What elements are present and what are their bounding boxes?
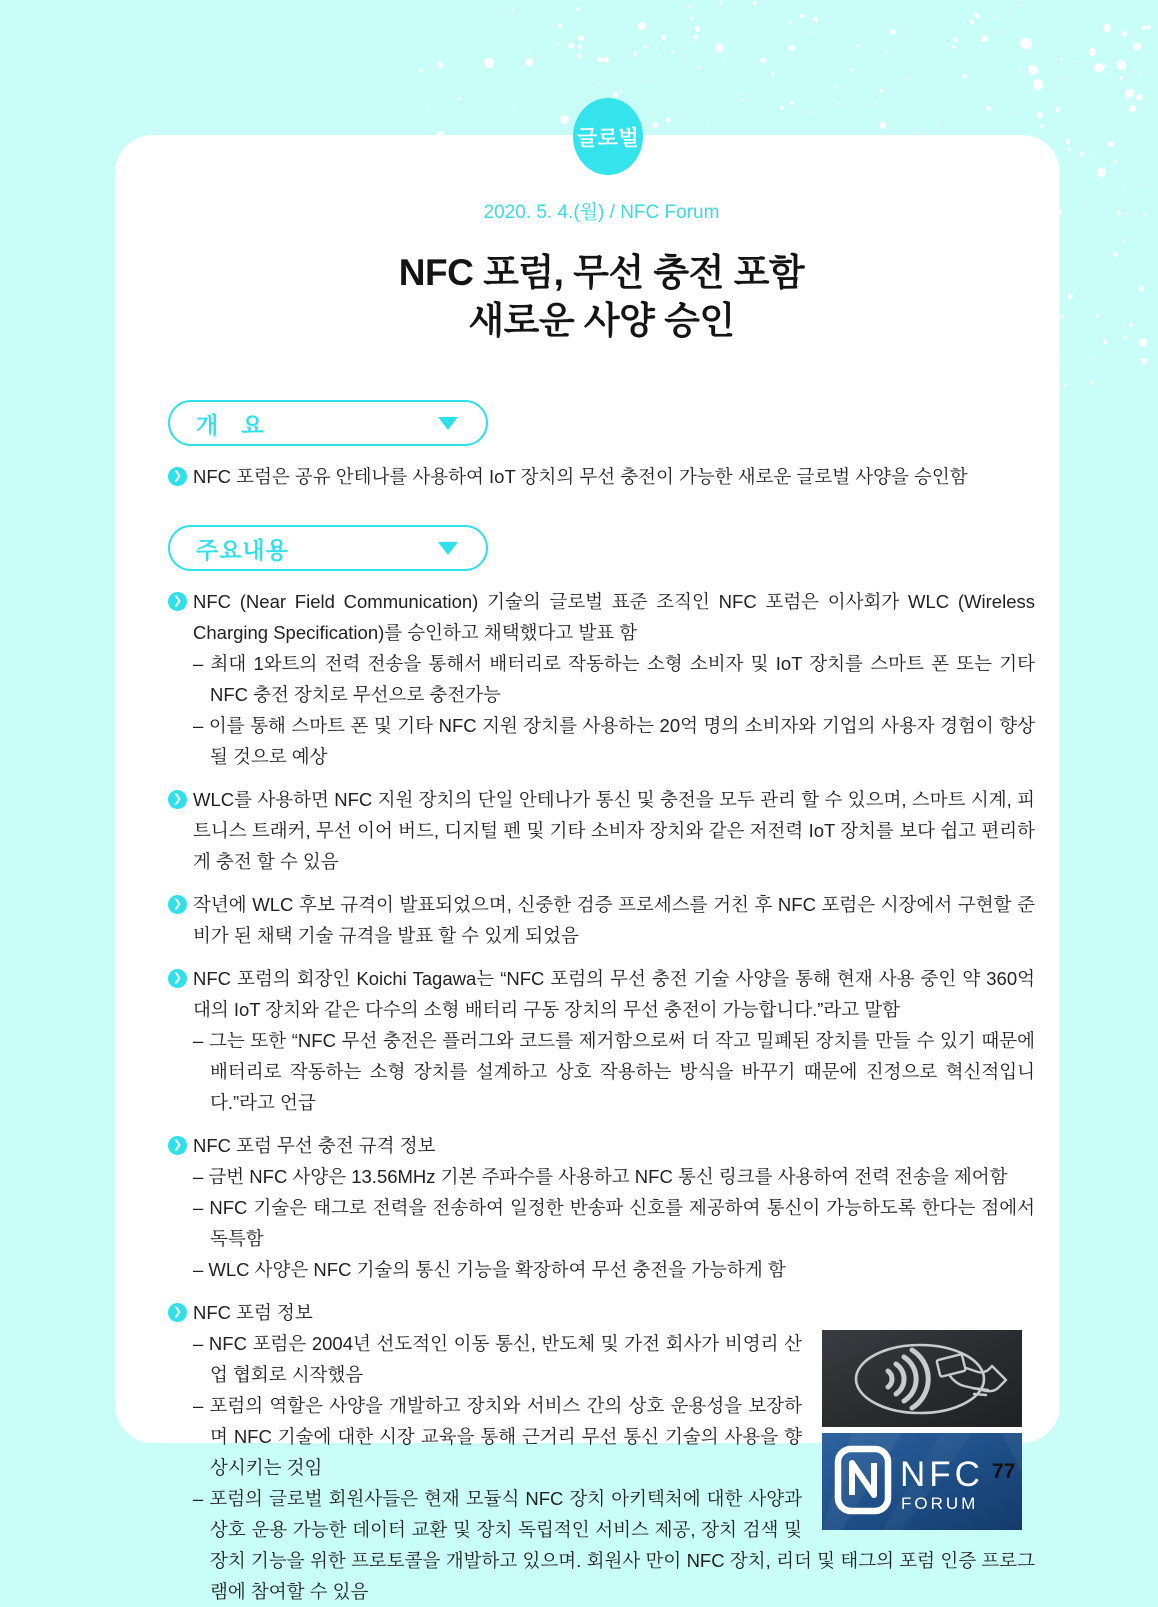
sub-item: – NFC 기술은 태그로 전력을 전송하여 일정한 반송파 신호를 제공하여 통신이 가능하도록 한다는 점에서 독특함: [193, 1197, 1035, 1249]
chevron-bullet-icon: ❯: [168, 467, 187, 486]
chevron-bullet-icon: ❯: [168, 1303, 187, 1322]
triangle-down-icon: [438, 542, 458, 555]
list-item: [168, 1130, 1035, 1161]
sub-item: – 금번 NFC 사양은 13.56MHz 기본 주파수를 사용하고 NFC 통신 링크를 사용하여 전력 전송을 제어함: [193, 1166, 1008, 1187]
sub-item-list: [193, 1161, 1035, 1285]
article-dateline: 2020. 5. 4.(월) / NFC Forum: [483, 202, 720, 223]
section-header-details-label: 주요내용: [196, 536, 289, 563]
nfc-forum-logo-subtext: FORUM: [901, 1494, 979, 1513]
page-number: 77: [992, 1460, 1016, 1483]
bullet-text: WLC를 사용하면 NFC 지원 장치의 단일 안테나가 통신 및 충전을 모두 관리 할 수 있으며, 스마트 시계, 피트니스 트래커, 무선 이어 버드, 디지털 펜 및 기타 소비자 장치와 같은 저전력 IoT 장치를 보다 쉽고 편리하게 충전 할 수 있음: [193, 789, 1035, 872]
chevron-bullet-icon: ❯: [168, 790, 187, 809]
list-item: [168, 963, 1035, 1025]
list-item: [168, 461, 1035, 492]
section-header-overview-label: 개 요: [196, 411, 265, 438]
sub-item: – 포럼의 역할은 사양을 개발하고 장치와 서비스 간의 상호 운용성을 보장하며 NFC 기술에 대한 시장 교육을 통해 근거리 무선 통신 기술의 사용을 향상시키는 것임: [193, 1395, 802, 1478]
bullet-text: NFC 포럼 무선 충전 규격 정보: [193, 1135, 436, 1156]
article-title-line2: 새로운 사양 승인: [468, 300, 735, 341]
detail-bullet-group: [168, 1297, 1035, 1607]
sub-item: – WLC 사양은 NFC 기술의 통신 기능을 확장하여 무선 충전을 가능하게 함: [193, 1259, 786, 1280]
contactless-payment-image: [822, 1330, 1022, 1427]
overview-bullet-group: [168, 461, 1035, 492]
chevron-bullet-icon: ❯: [168, 895, 187, 914]
detail-bullet-group: [168, 1130, 1035, 1285]
sub-item: – 이를 통해 스마트 폰 및 기타 NFC 지원 장치를 사용하는 20억 명의 소비자와 기업의 사용자 경험이 향상될 것으로 예상: [193, 715, 1035, 767]
detail-bullet-group: [168, 784, 1035, 877]
sub-item: – NFC 포럼은 2004년 선도적인 이동 통신, 반도체 및 가전 회사가 비영리 산업 협회로 시작했음: [193, 1333, 802, 1385]
bullet-text: NFC (Near Field Communication) 기술의 글로벌 표준 조직인 NFC 포럼은 이사회가 WLC (Wireless Charging Specification)를 승인하고 채택했다고 발표 함: [193, 591, 1035, 643]
detail-bullet-group: [168, 889, 1035, 951]
bullet-text: 작년에 WLC 후보 규격이 발표되었으며, 신중한 검증 프로세스를 거친 후 NFC 포럼은 시장에서 구현할 준비가 된 채택 기술 규격을 발표 할 수 있게 되었음: [193, 894, 1035, 946]
detail-bullet-group: [168, 586, 1035, 772]
bullet-text: NFC 포럼 정보: [193, 1302, 313, 1323]
chevron-bullet-icon: ❯: [168, 1136, 187, 1155]
bullet-text: NFC 포럼의 회장인 Koichi Tagawa는 “NFC 포럼의 무선 충전 기술 사양을 통해 현재 사용 중인 약 360억 대의 IoT 장치와 같은 다수의 소형 배터리 구동 장치의 무선 충전이 가능합니다.”라고 말함: [193, 968, 1035, 1020]
sub-item: – 포럼의 글로벌 회원사들은 현재 모듈식 NFC 장치 아키텍처에 대한 사양과 상호 운용 가능한 데이터 교환 및 장치 독립적인 서비스 제공, 장치 검색 및 장치 기능을 위한 프로토콜을 개발하고 있으며. 회원사 만이 NFC 장치, 리더 및 태그의 포럼 인증 프로그램에 참여할 수 있음: [193, 1488, 1035, 1602]
category-badge: [573, 98, 643, 175]
article-title-line1: NFC 포럼, 무선 충전 포함: [398, 252, 805, 293]
sub-item-list: [193, 1328, 1035, 1607]
category-badge-label: 글로벌: [576, 126, 640, 150]
section-header-overview: [168, 400, 488, 446]
sub-item: – 그는 또한 “NFC 무선 충전은 플러그와 코드를 제거함으로써 더 작고 밀폐된 장치를 만들 수 있기 때문에 배터리로 작동하는 소형 장치를 설계하고 상호 작용하는 방식을 바꾸기 때문에 진정으로 혁신적입니다.”라고 언급: [193, 1030, 1035, 1113]
chevron-bullet-icon: ❯: [168, 592, 187, 611]
sub-item: – 최대 1와트의 전력 전송을 통해서 배터리로 작동하는 소형 소비자 및 IoT 장치를 스마트 폰 또는 기타 NFC 충전 장치로 무선으로 충전가능: [193, 653, 1035, 705]
list-item: [168, 889, 1035, 951]
triangle-down-icon: [438, 417, 458, 430]
sub-item-list: [193, 648, 1035, 772]
chevron-bullet-icon: ❯: [168, 969, 187, 988]
section-header-details: [168, 525, 488, 571]
list-item: [168, 1297, 1035, 1328]
sub-item-list: [193, 1025, 1035, 1118]
nfc-logo-text: NFC: [900, 1455, 984, 1494]
overview-bullet-text: NFC 포럼은 공유 안테나를 사용하여 IoT 장치의 무선 충전이 가능한 새로운 글로벌 사양을 승인함: [193, 466, 968, 487]
detail-bullet-group: [168, 963, 1035, 1118]
article-title: [168, 249, 1035, 345]
article-images: [822, 1330, 1022, 1530]
list-item: [168, 586, 1035, 648]
list-item: [168, 784, 1035, 877]
